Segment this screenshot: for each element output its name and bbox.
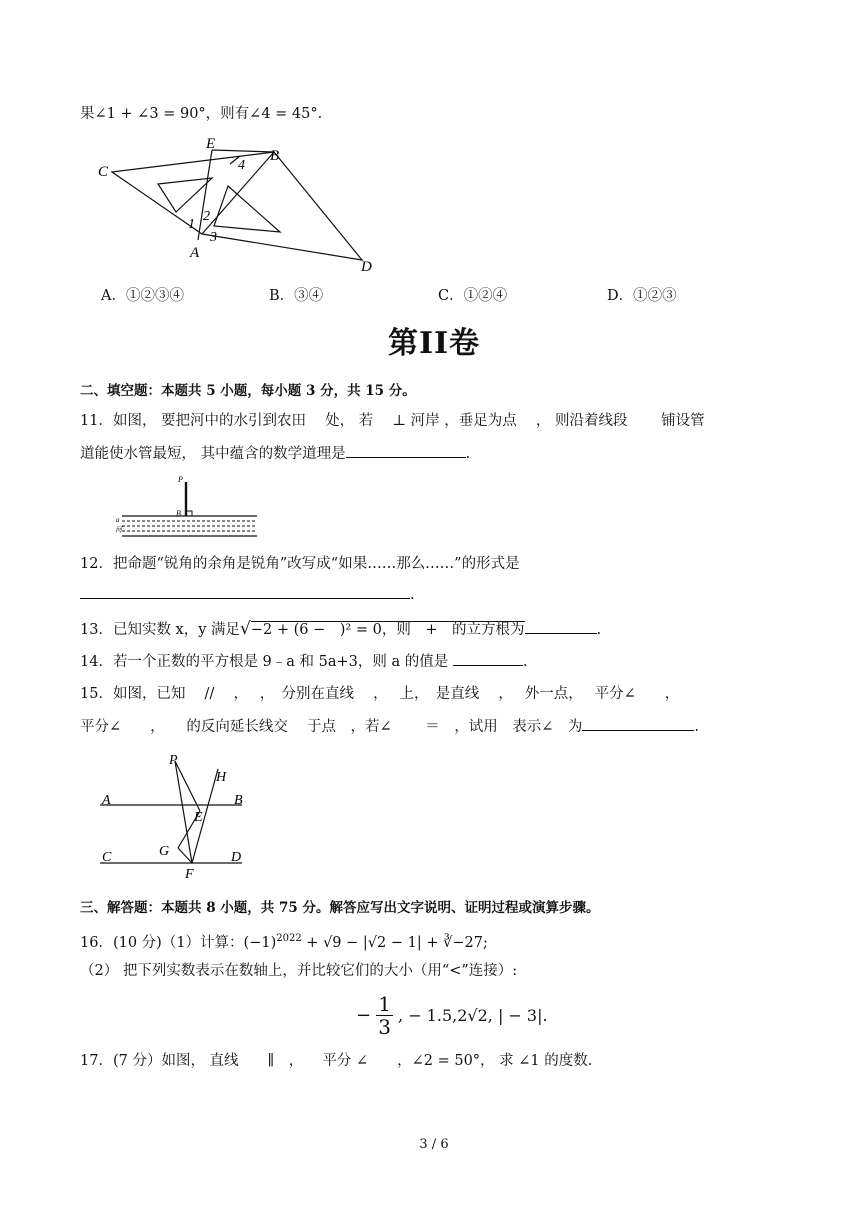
- q17-line: 17．(7 分）如图， 直线 ∥ ， 平分 ∠ ，∠2 = 50°， 求 ∠1 的度数.: [80, 1053, 593, 1069]
- angle-1: 1: [188, 217, 195, 232]
- q15-line1: 15．如图，已知 // ， ， 分别在直线 ， 上， 是直线 ， 外一点， 平分∠ ，: [80, 686, 680, 702]
- q16-text-a: 16．(10 分)（1）计算：(−1): [80, 934, 277, 951]
- label-D-line: D: [231, 850, 242, 865]
- option-c[interactable]: C．①②④: [438, 288, 508, 304]
- part2-header: 二、填空题：本题共 5 小题，每小题 3 分，共 15 分。: [80, 383, 416, 399]
- figure-parallelogram: [92, 128, 392, 278]
- angle-3: 3: [210, 230, 217, 245]
- q12-end: .: [410, 587, 415, 603]
- option-a[interactable]: A．①②③④: [101, 288, 184, 304]
- q11-answer-blank[interactable]: [346, 443, 466, 458]
- q14-end: .: [522, 654, 528, 670]
- q11-line1: 11．如图， 要把河中的水引到农田 处， 若 ⊥ 河岸 ，垂足为点 ， 则沿着线段 铺设管: [80, 413, 705, 429]
- option-b[interactable]: B．③④: [269, 288, 324, 304]
- figure-river: [112, 472, 262, 542]
- q13-text-a: 13．已知实数 x，y 满足: [80, 622, 241, 638]
- q16-rest: , − 1.5,2√2, | − 3|.: [398, 1006, 548, 1025]
- angle-2: 2: [203, 209, 210, 224]
- label-A-line: A: [102, 793, 111, 808]
- q13-text-b: −2 + (6 − )² = 0，则 + 的立方根为: [250, 622, 525, 638]
- angle-4: 4: [238, 158, 245, 173]
- q16-frac-den: 3: [378, 1015, 391, 1039]
- label-F: F: [185, 867, 194, 882]
- label-a-river: a: [116, 516, 120, 524]
- label-D: D: [361, 259, 372, 275]
- label-B-line: B: [234, 793, 243, 808]
- q16-minus: −: [356, 1005, 372, 1026]
- option-d[interactable]: D．①②③: [607, 288, 677, 304]
- label-E-point: E: [194, 810, 203, 825]
- q14-answer-blank[interactable]: [453, 651, 523, 666]
- q11-text: 道能使水管最短， 其中蕴含的数学道理是: [80, 446, 346, 462]
- inner-triangle-1: [158, 178, 212, 212]
- q13-answer-blank[interactable]: [525, 619, 597, 634]
- q16-number-list: [356, 993, 548, 1038]
- q12-line1: 12．把命题“锐角的余角是锐角”改写成“如果……那么……”的形式是: [80, 556, 520, 572]
- q13-line: [80, 619, 601, 640]
- q14-text: 14．若一个正数的平方根是 9﹣a 和 5a+3，则 a 的值是: [80, 654, 449, 670]
- q10-tail-text: 果∠1 + ∠3 = 90°，则有∠4 = 45°.: [80, 106, 323, 122]
- q15-line2: [80, 716, 699, 737]
- sqrt-icon: √: [240, 619, 251, 639]
- label-C: C: [98, 164, 109, 180]
- label-P: P: [169, 753, 178, 768]
- q11-line2: [80, 443, 470, 464]
- label-H: H: [216, 770, 227, 785]
- label-river: 河: [115, 526, 122, 534]
- q15-text: 平分∠ ， 的反向延长线交 于点 ，若∠ ＝ ，试用 表示∠ 为: [80, 719, 583, 735]
- q16-line1: [80, 929, 488, 953]
- q11-end: .: [465, 446, 471, 462]
- q16-text-b: + √9 − |√2 − 1| + ∛−27;: [301, 934, 488, 951]
- q16-frac-num: 1: [378, 992, 391, 1016]
- q15-end: .: [694, 719, 700, 735]
- q13-end: .: [596, 622, 602, 638]
- figure-parallel-lines: [96, 750, 256, 880]
- q16-line2: （2） 把下列实数表示在数轴上，并比较它们的大小（用“<”连接）:: [80, 963, 518, 979]
- quad-outline: [112, 152, 362, 260]
- q14-line: [80, 651, 527, 672]
- q16-fraction: [376, 993, 393, 1038]
- part3-header: 三、解答题：本题共 8 小题，共 75 分。解答应写出文字说明、证明过程或演算步骤。: [80, 900, 600, 916]
- q16-exponent: 2022: [276, 933, 302, 944]
- label-B-river: B: [176, 509, 181, 518]
- section-title: 第II卷: [387, 326, 481, 361]
- q12-answer-blank[interactable]: [80, 584, 410, 599]
- label-B: B: [270, 148, 280, 164]
- label-E: E: [206, 136, 216, 152]
- label-P-river: P: [178, 475, 183, 484]
- label-A: A: [190, 245, 200, 261]
- page-footer: 3 / 6: [419, 1137, 449, 1152]
- label-G: G: [159, 844, 170, 859]
- q12-line2: [80, 584, 415, 605]
- q15-answer-blank[interactable]: [582, 716, 694, 731]
- label-C-line: C: [102, 850, 112, 865]
